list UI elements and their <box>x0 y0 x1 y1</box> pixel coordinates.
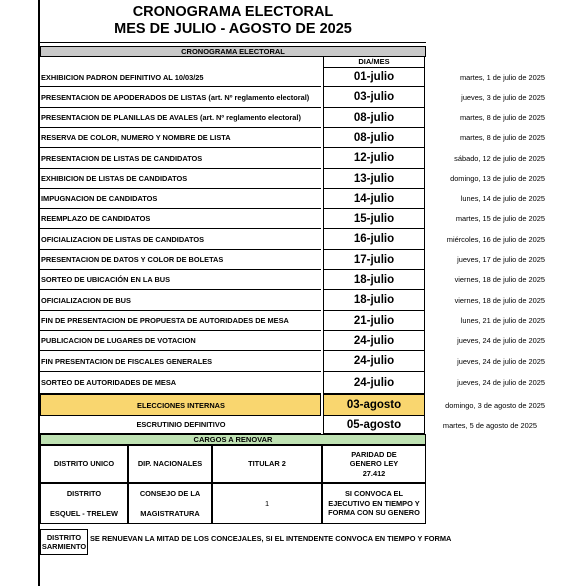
schedule-row-date: 18-julio <box>323 290 425 311</box>
schedule-row-date: 03-julio <box>323 87 425 108</box>
elections-label: ELECCIONES INTERNAS <box>40 394 321 416</box>
schedule-row <box>40 87 426 108</box>
schedule-row-full-date: martes, 8 de julio de 2025 <box>459 133 545 142</box>
cargos-consejo-l2: MAGISTRATURA <box>140 508 200 518</box>
cargos-district-sarmiento-l2: SARMIENTO <box>41 542 87 551</box>
scrutiny-date: 05-agosto <box>323 416 425 434</box>
cargos-titular: TITULAR 2 <box>212 445 322 483</box>
date-column-header: DIA/MES <box>323 57 425 68</box>
schedule-row-full-date: viernes, 18 de julio de 2025 <box>454 295 545 305</box>
schedule-row-label: FIN DE PRESENTACION DE PROPUESTA DE AUTORIDADES DE MESA <box>40 311 321 331</box>
schedule-row-date: 13-julio <box>323 169 425 189</box>
schedule-row-label: PRESENTACION DE LISTAS DE CANDIDATOS <box>40 148 321 169</box>
schedule-row-label: RESERVA DE COLOR, NUMERO Y NOMBRE DE LISTA <box>40 128 321 148</box>
scrutiny-full-date: martes, 5 de agosto de 2025 <box>442 421 537 430</box>
schedule-row-full-date: domingo, 13 de julio de 2025 <box>450 174 545 183</box>
schedule-row-full-date: martes, 8 de julio de 2025 <box>459 113 545 122</box>
schedule-row <box>40 270 426 290</box>
schedule-row <box>40 290 426 311</box>
cargos-sarmiento-text: SE RENUEVAN LA MITAD DE LOS CONCEJALES, SI EL INTENDENTE CONVOCA EN TIEMPO Y FORMA <box>90 534 452 543</box>
cargos-consejo-count: 1 <box>212 483 322 524</box>
schedule-row <box>40 108 426 128</box>
schedule-row-full-date: jueves, 24 de julio de 2025 <box>457 378 545 387</box>
schedule-row <box>40 229 426 250</box>
cargos-district-sarmiento-l1: DISTRITO <box>46 532 82 542</box>
schedule-row-full-date: viernes, 18 de julio de 2025 <box>454 275 545 284</box>
cargos-district-esquel-l2: ESQUEL - TRELEW <box>49 508 119 518</box>
schedule-row <box>40 169 426 189</box>
schedule-row-label: PRESENTACION DE DATOS Y COLOR DE BOLETAS <box>40 250 321 270</box>
elections-date: 03-agosto <box>323 394 425 416</box>
schedule-row-full-date: jueves, 24 de julio de 2025 <box>457 336 545 345</box>
schedule-row-label: PUBLICACION DE LUGARES DE VOTACION <box>40 331 321 351</box>
schedule-row-label: OFICIALIZACION DE LISTAS DE CANDIDATOS <box>40 229 321 250</box>
cargos-dip-nacionales: DIP. NACIONALES <box>128 445 212 483</box>
schedule-row-label: EXHIBICION PADRON DEFINITIVO AL 10/03/25 <box>40 68 321 87</box>
schedule-row-date: 17-julio <box>323 250 425 270</box>
schedule-row-label: FIN PRESENTACION DE FISCALES GENERALES <box>40 351 321 372</box>
page-title: CRONOGRAMA ELECTORAL <box>132 4 334 20</box>
schedule-row-label: OFICIALIZACION DE BUS <box>40 290 321 311</box>
cargos-consejo-l1: CONSEJO DE LA <box>139 489 201 498</box>
schedule-row-label: PRESENTACION DE PLANILLAS DE AVALES (art. Nº reglamento electoral) <box>40 108 321 128</box>
page-subtitle: MES DE JULIO - AGOSTO DE 2025 <box>114 21 352 37</box>
schedule-row-date: 24-julio <box>323 331 425 351</box>
schedule-row-date: 16-julio <box>323 229 425 250</box>
schedule-row-date: 21-julio <box>323 311 425 331</box>
schedule-row-full-date: martes, 15 de julio de 2025 <box>455 214 545 223</box>
cargos-convoca: SI CONVOCA EL EJECUTIVO EN TIEMPO Y FORMA CON SU GENERO <box>322 483 426 524</box>
cargos-district-unico: DISTRITO UNICO <box>40 445 128 483</box>
cargos-district-esquel-l1: DISTRITO <box>66 489 102 498</box>
schedule-row-date: 24-julio <box>323 372 425 394</box>
schedule-row <box>40 311 426 331</box>
title-divider <box>40 42 426 43</box>
cargos-district-sarmiento <box>40 529 88 555</box>
scrutiny-row <box>40 416 426 434</box>
schedule-row-full-date: martes, 1 de julio de 2025 <box>459 72 545 82</box>
schedule-row-date: 24-julio <box>323 351 425 372</box>
schedule-row <box>40 148 426 169</box>
cargos-header: CARGOS A RENOVAR <box>40 434 426 445</box>
schedule-row <box>40 189 426 209</box>
schedule-row-date: 18-julio <box>323 270 425 290</box>
schedule-row-label: EXHIBICION DE LISTAS DE CANDIDATOS <box>40 169 321 189</box>
schedule-row <box>40 331 426 351</box>
schedule-row-label: PRESENTACION DE APODERADOS DE LISTAS (art. Nº reglamento electoral) <box>40 87 321 108</box>
schedule-row-date: 12-julio <box>323 148 425 169</box>
schedule-row-full-date: jueves, 24 de julio de 2025 <box>457 356 545 366</box>
scrutiny-label: ESCRUTINIO DEFINITIVO <box>40 416 321 434</box>
schedule-row <box>40 68 426 87</box>
schedule-row-date: 01-julio <box>323 68 425 87</box>
schedule-row <box>40 209 426 229</box>
schedule-row-date: 14-julio <box>323 189 425 209</box>
schedule-row-full-date: lunes, 21 de julio de 2025 <box>460 316 545 325</box>
schedule-row-full-date: jueves, 3 de julio de 2025 <box>461 92 545 102</box>
schedule-row-date: 08-julio <box>323 108 425 128</box>
schedule-row-label: SORTEO DE AUTORIDADES DE MESA <box>40 372 321 394</box>
schedule-row <box>40 128 426 148</box>
schedule-row-full-date: jueves, 17 de julio de 2025 <box>457 255 545 264</box>
schedule-row-label: SORTEO DE UBICACIÓN EN LA BUS <box>40 270 321 290</box>
elections-full-date: domingo, 3 de agosto de 2025 <box>445 401 545 410</box>
schedule-row-full-date: lunes, 14 de julio de 2025 <box>460 194 545 203</box>
schedule-row <box>40 372 426 394</box>
elections-row <box>40 394 426 416</box>
schedule-row <box>40 351 426 372</box>
cargos-paridad: PARIDAD DE GENERO LEY 27.412 <box>322 445 426 483</box>
schedule-row-full-date: sábado, 12 de julio de 2025 <box>454 153 545 163</box>
section-header: CRONOGRAMA ELECTORAL <box>40 46 426 57</box>
cargos-district-esquel <box>40 483 128 524</box>
schedule-row-label: REEMPLAZO DE CANDIDATOS <box>40 209 321 229</box>
schedule-row <box>40 250 426 270</box>
cargos-consejo <box>128 483 212 524</box>
schedule-row-date: 08-julio <box>323 128 425 148</box>
schedule-row-label: IMPUGNACION DE CANDIDATOS <box>40 189 321 209</box>
schedule-row-full-date: miércoles, 16 de julio de 2025 <box>446 234 545 244</box>
schedule-row-date: 15-julio <box>323 209 425 229</box>
